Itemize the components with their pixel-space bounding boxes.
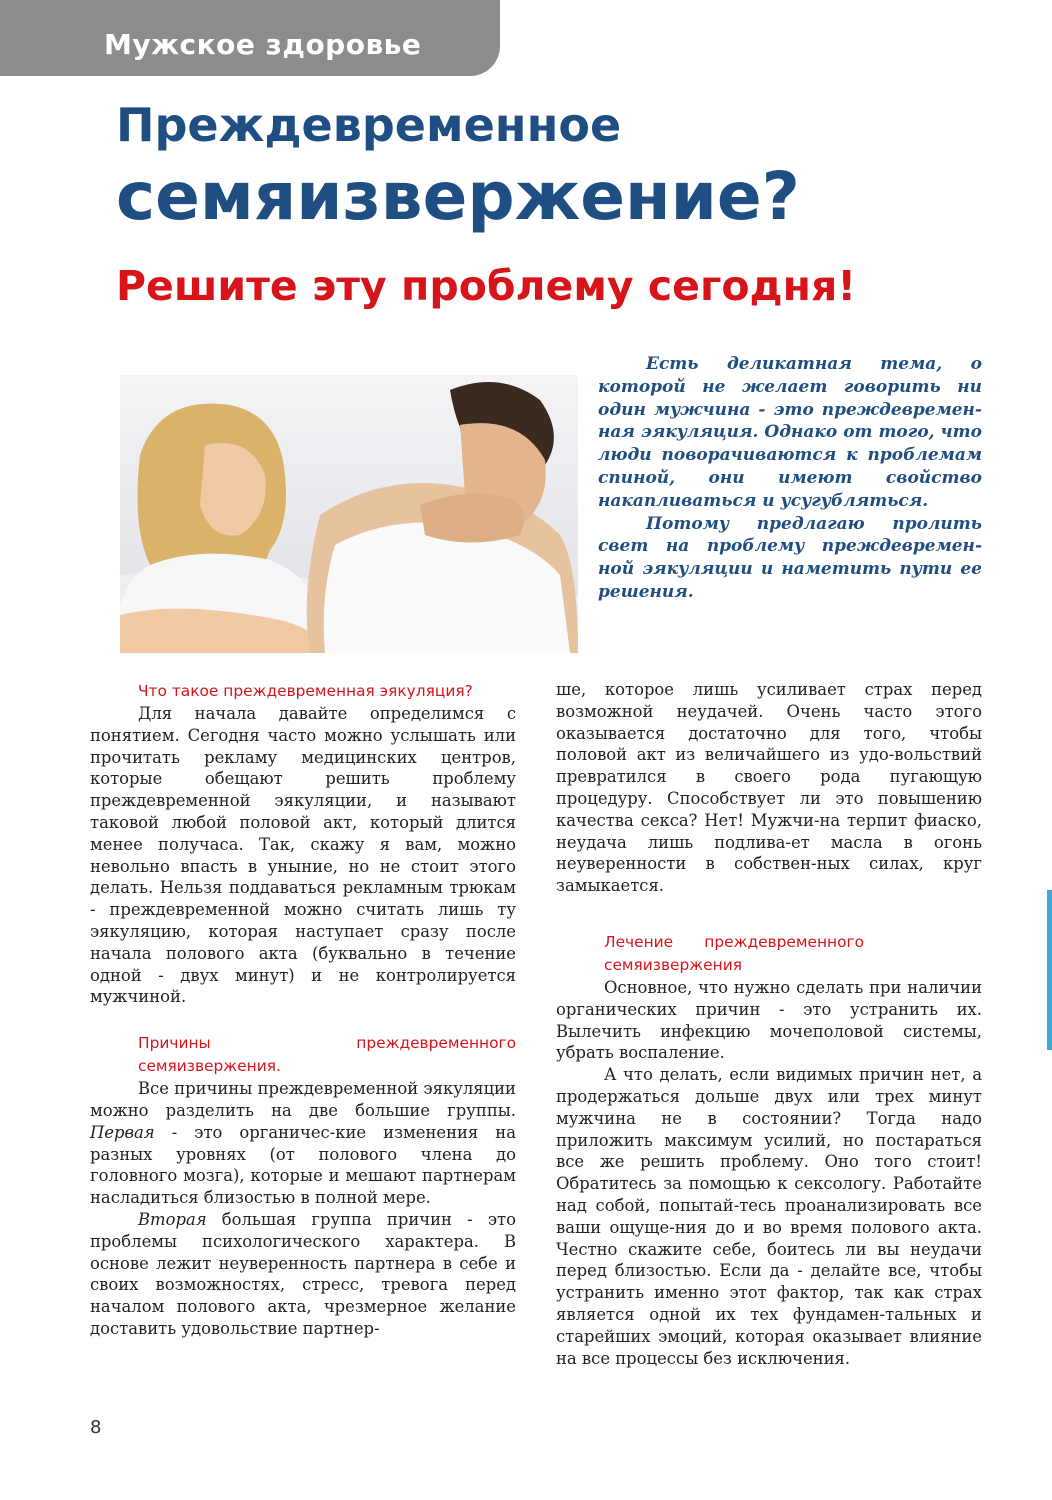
body-paragraph: Для начала давайте определимся с понятием. Сегодня часто можно услышать или прочитать рекламу медицинских центров, которые обещают решить проблему преждевременной эякуляции, и называют таковой любой половой акт, который длится менее получаса. Так, скажу я вам, можно невольно впасть в уныние, но не стоит этого делать. Нельзя поддаваться рекламным трюкам - преждевременной можно считать лишь ту эякуляцию, которая наступает сразу после начала полового акта (буквально в течение одной - двух минут) и не контролируется мужчиной.: [90, 704, 516, 1007]
intro-paragraph: Есть деликатная тема, о которой не желает говорить ни один мужчина - это преждевремен-ная эякуляция. Однако от того, что люди поворачиваются к проблемам спиной, они имеют свойство накапливаться и усугубляться.: [598, 354, 982, 511]
section-label: Мужское здоровье: [104, 28, 422, 61]
section-heading: Причины преждевременного семяизвержения.: [138, 1034, 516, 1076]
body-paragraph: Вторая большая группа причин - это проблемы психологического характера. В основе лежит неуверенность партнера в себе и своих возможностях, стресс, тревога перед началом полового акта, чрезмерное желание доставить удовольствие партнер-: [90, 1209, 516, 1338]
couple-illustration: [120, 375, 578, 653]
page-number: 8: [90, 1417, 102, 1438]
body-paragraph: Все причины преждевременной эякуляции можно разделить на две большие группы. Первая - это органичес-кие изменения на разных уровнях (от полового члена до головного мозга), которые и мешают партнерам насладиться близостью в полной мере.: [90, 1079, 516, 1208]
body-paragraph: ше, которое лишь усиливает страх перед возможной неудачей. Очень часто этого оказывается достаточно для того, чтобы половой акт из величайшего из удо-вольствий превратился в своего рода пугающую процедуру. Способствует ли это повышению качества секса? Нет! Мужчи-на терпит фиаско, неудача лишь подлива-ет масла в огонь неуверенности в собствен-ных силах, круг замыкается.: [556, 680, 982, 896]
section-heading: Что такое преждевременная эякуляция?: [138, 682, 473, 700]
body-paragraph: А что делать, если видимых причин нет, а продержаться дольше двух или трех минут мужчина не в состоянии? Тогда надо приложить максимум усилий, но постараться все же решить проблему. Оно того стоит! Обратитесь за помощью к сексологу. Работайте над собой, попытай-тесь проанализировать все ваши ощуще-ния до и во время полового акта. Честно скажите себе, боитесь ли вы неудачи перед близостью. Если да - делайте все, чтобы устранить именно этот фактор, так как страх является одной их тех фундамен-тальных и старейших эмоций, которая оказывает влияние на все процессы без исключения.: [556, 1065, 982, 1368]
intro-paragraph: Потому предлагаю пролить свет на проблему преждевремен-ной эякуляции и наметить пути ее решения.: [598, 513, 982, 602]
page-edge-mark: [1047, 890, 1052, 1050]
right-column: [556, 679, 982, 1369]
section-tab: [0, 0, 500, 76]
article-title-line2: семяизвержение?: [116, 158, 800, 235]
left-column: [90, 680, 516, 1340]
article-subtitle: Решите эту проблему сегодня!: [116, 262, 857, 310]
body-paragraph: Основное, что нужно сделать при наличии органических причин - это устранить их. Вылечить инфекцию мочеполовой системы, убрать воспаление.: [556, 977, 982, 1063]
section-heading: Лечение преждевременного семяизвержения: [604, 932, 864, 974]
article-title-line1: Преждевременное: [116, 98, 622, 152]
intro-text: [598, 353, 982, 604]
couple-photo: [120, 375, 578, 653]
